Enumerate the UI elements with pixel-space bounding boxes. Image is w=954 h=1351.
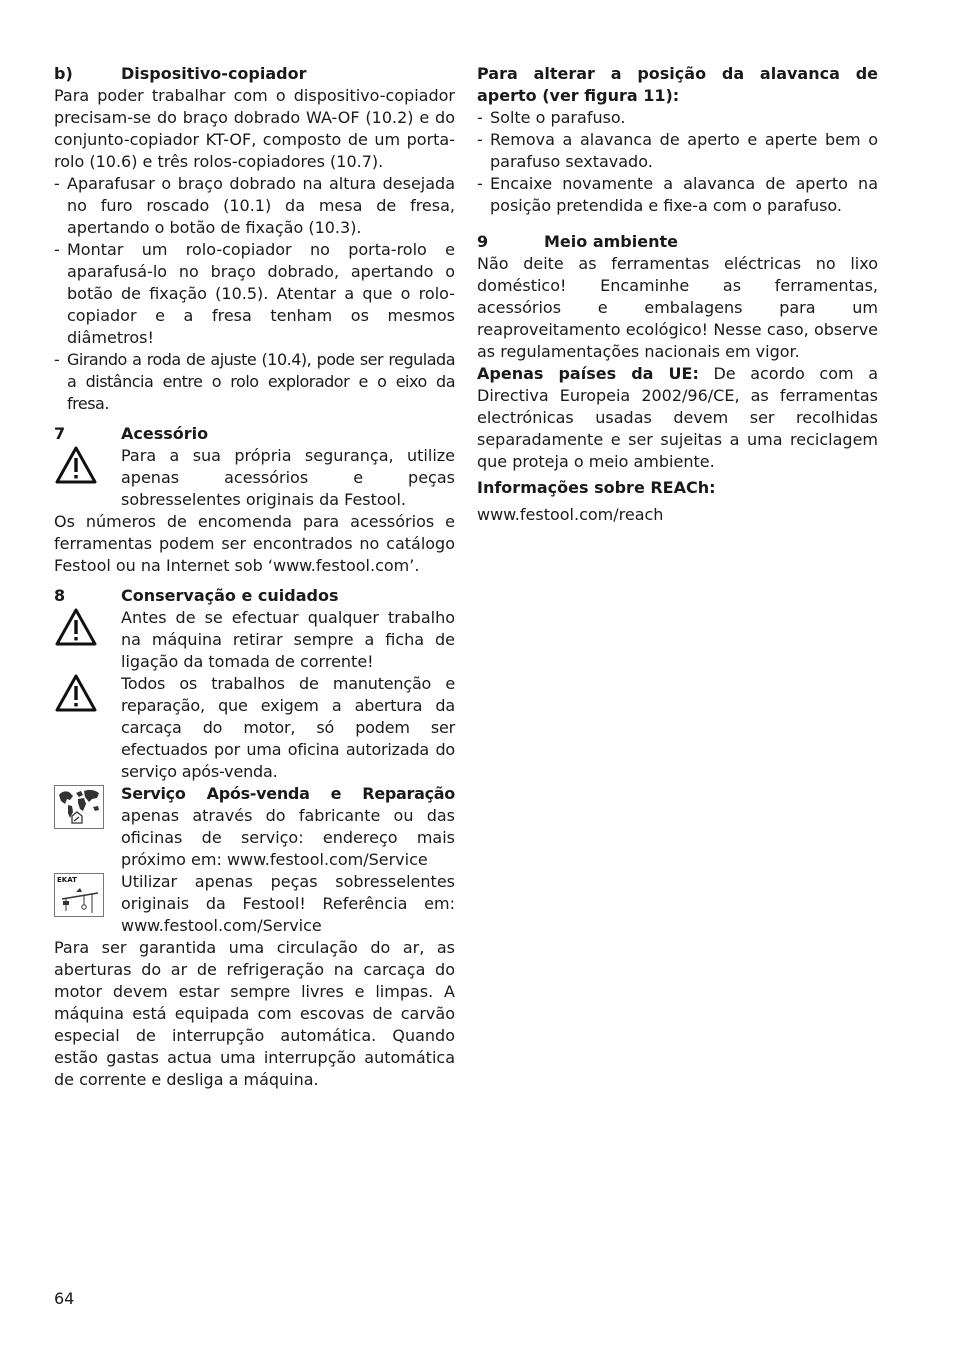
page-number: 64 <box>54 1289 75 1308</box>
section-b-intro: Para poder trabalhar com o dispositivo-copiador precisam-se do braço dobrado WA-OF (10.2) e do conjunto-copiador KT-OF, composto de um porta-rolo (10.6) e três rolos-copiadores (10.7). <box>54 86 455 171</box>
list-item: - Solte o parafuso. <box>477 107 878 129</box>
reach-heading: Informações sobre REACh: <box>477 478 716 497</box>
eu-description: De acordo com a Directiva Europeia 2002/96/CE, as ferramentas electrónicas usadas devem ser recolhidas separadamente e ser sujeitas a uma reciclagem que proteja o meio ambiente. <box>477 364 878 471</box>
warning-triangle-icon <box>54 673 98 713</box>
list-item: - Montar um rolo-copiador no porta-rolo e aparafusá-lo no braço dobrado, apertando o botão de fixação (10.5). Atentar a que o rolo-copiador e a fresa tenham os mesmos diâmetros! <box>54 239 455 349</box>
section-7-number: 7 <box>54 424 66 443</box>
section-8-text: Para ser garantida uma circulação do ar, as aberturas do ar de refrigeração na carcaça do motor devem estar sempre livres e limpas. A máquina está equipada com escovas de carvão especial de interrupção automática. Quando estão gastas actua uma interrupção automática de corrente e desliga a máquina. <box>54 938 455 1089</box>
section-7-warning-text: Para a sua própria segurança, utilize apenas acessórios e peças sobresselentes originais da Festool. <box>121 446 455 509</box>
lever-heading: Para alterar a posição da alavanca de aperto (ver figura 11): <box>477 64 878 105</box>
warning-triangle-icon <box>54 607 98 647</box>
list-item: - Girando a roda de ajuste (10.4), pode ser regulada a distância entre o rolo explorador e o eixo da fresa. <box>54 349 455 415</box>
world-map-service-icon <box>54 785 104 829</box>
section-b-number: b) <box>54 64 73 83</box>
section-7-accessories <box>54 423 455 577</box>
section-8-warning-1 <box>54 607 455 673</box>
section-9-number: 9 <box>477 232 489 251</box>
section-9-heading <box>477 231 878 253</box>
section-b-heading <box>54 63 455 85</box>
section-b-steps <box>54 173 455 415</box>
service-label: Serviço Após-venda e Reparação <box>121 784 455 803</box>
ekat-label: EKAT <box>57 876 77 884</box>
lever-steps <box>477 107 878 217</box>
section-9-title: Meio ambiente <box>544 232 678 251</box>
warning-triangle-icon <box>54 445 98 485</box>
section-7-text: Os números de encomenda para acessórios e ferramentas podem ser encontrados no catálogo Festool ou na Internet sob ‘www.festool.com’. <box>54 512 455 575</box>
section-9-eu-text <box>477 363 878 473</box>
section-8-ekat-text: Utilizar apenas peças sobresselentes originais da Festool! Referência em: www.festool.com/Service <box>121 872 455 935</box>
section-clamping-lever <box>477 63 878 217</box>
section-8-number: 8 <box>54 586 66 605</box>
section-7-heading <box>54 423 455 445</box>
service-description: apenas através do fabricante ou das oficinas de serviço: endereço mais próximo em: www.festool.com/Service <box>121 806 455 869</box>
section-b-copy-device <box>54 63 455 415</box>
list-item: - Remova a alavanca de aperto e aperte bem o parafuso sextavado. <box>477 129 878 173</box>
section-8-service-text <box>121 783 455 871</box>
section-9-text: Não deite as ferramentas eléctricas no lixo doméstico! Encaminhe as ferramentas, acessórios e embalagens para um reaproveitamento ecológico! Nesse caso, observe as regulamentações nacionais em vigor. <box>477 254 878 361</box>
section-8-heading <box>54 585 455 607</box>
section-b-title: Dispositivo-copiador <box>121 64 307 83</box>
reach-url: www.festool.com/reach <box>477 505 664 524</box>
list-item: - Aparafusar o braço dobrado na altura desejada no furo roscado (10.1) da mesa de fresa, apertando o botão de fixação (10.3). <box>54 173 455 239</box>
section-9-environment <box>477 231 878 526</box>
section-7-title: Acessório <box>121 424 209 443</box>
section-8-maintenance <box>54 585 455 1091</box>
list-item: - Encaixe novamente a alavanca de aperto na posição pretendida e fixe-a com o parafuso. <box>477 173 878 217</box>
left-column <box>54 63 455 1091</box>
ekat-spare-parts-icon <box>54 873 104 917</box>
section-7-warning <box>54 445 455 511</box>
right-column <box>477 63 878 526</box>
section-8-service <box>54 783 455 871</box>
section-8-warning-2-text: Todos os trabalhos de manutenção e reparação, que exigem a abertura da carcaça do motor, só podem ser efectuados por uma oficina autorizada do serviço após-venda. <box>121 674 455 781</box>
section-8-warning-2 <box>54 673 455 783</box>
section-8-warning-1-text: Antes de se efectuar qualquer trabalho na máquina retirar sempre a ficha de ligação da tomada de corrente! <box>121 608 455 671</box>
eu-label: Apenas países da UE: <box>477 364 699 383</box>
section-8-ekat <box>54 871 455 937</box>
section-8-title: Conservação e cuidados <box>121 586 339 605</box>
